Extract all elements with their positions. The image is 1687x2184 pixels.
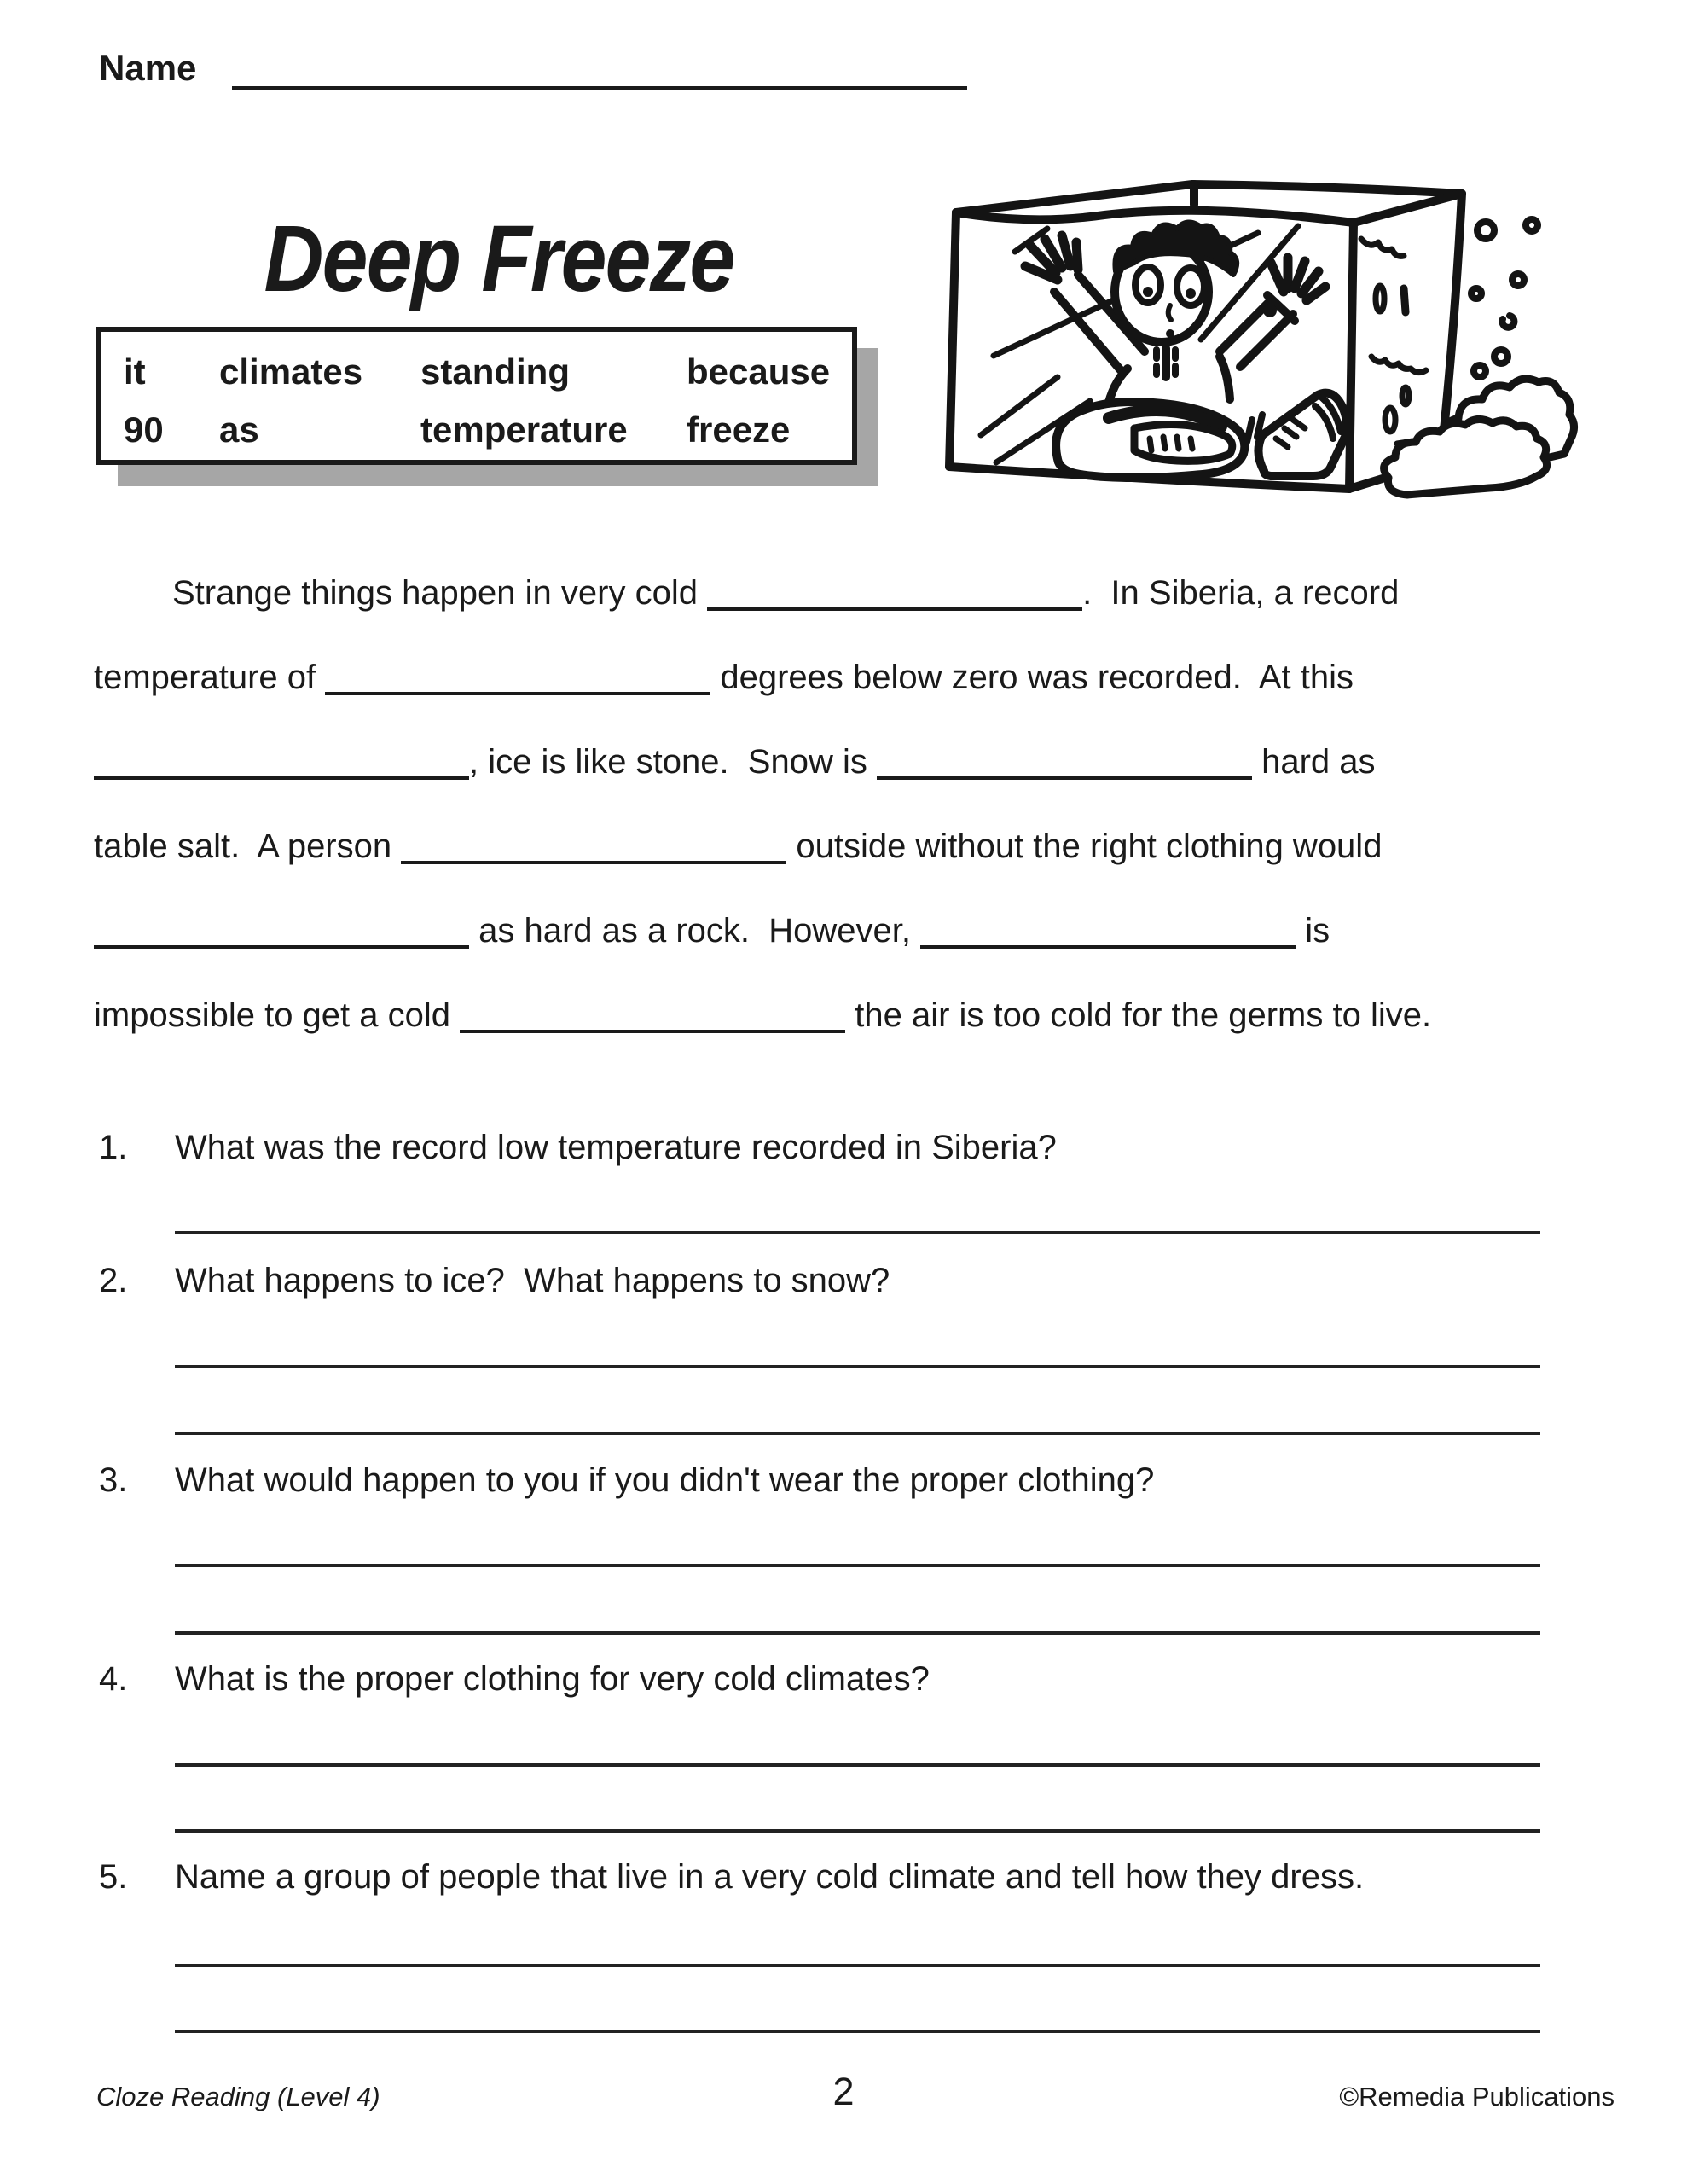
passage-line bbox=[94, 973, 1561, 1058]
passage-line bbox=[94, 720, 1561, 804]
passage-text: as hard as a rock. However, bbox=[469, 912, 921, 950]
passage-text: temperature of bbox=[94, 659, 326, 696]
question-number: 1. bbox=[99, 1129, 128, 1166]
wordbank-word: freeze bbox=[687, 410, 791, 450]
passage-text: , ice is like stone. Snow is bbox=[469, 743, 877, 781]
question-text: What happens to ice? What happens to snow? bbox=[175, 1262, 890, 1299]
question-number: 3. bbox=[99, 1461, 128, 1499]
passage-text: table salt. A person bbox=[94, 828, 402, 865]
wordbank-word: as bbox=[219, 410, 259, 450]
passage-line bbox=[94, 551, 1561, 636]
answer-line[interactable] bbox=[175, 1763, 1540, 1767]
passage-text: impossible to get a cold bbox=[94, 996, 461, 1034]
cloze-blank[interactable] bbox=[920, 935, 1296, 949]
passage-text: degrees below zero was recorded. At this bbox=[710, 659, 1354, 696]
wordbank-word: temperature bbox=[420, 410, 628, 450]
name-label: Name bbox=[99, 48, 197, 88]
passage-line bbox=[94, 889, 1561, 973]
question-text: What was the record low temperature recorded in Siberia? bbox=[175, 1129, 1057, 1166]
answer-line[interactable] bbox=[175, 1964, 1540, 1967]
question-number: 5. bbox=[99, 1858, 128, 1896]
answer-line[interactable] bbox=[175, 1365, 1540, 1368]
cloze-blank[interactable] bbox=[325, 682, 710, 695]
answer-line[interactable] bbox=[175, 1829, 1540, 1833]
question-number: 2. bbox=[99, 1262, 128, 1299]
answer-line[interactable] bbox=[175, 1631, 1540, 1635]
cloze-passage bbox=[94, 551, 1561, 1058]
page-title: Deep Freeze bbox=[264, 206, 734, 311]
word-bank bbox=[96, 327, 857, 465]
cloze-blank[interactable] bbox=[94, 935, 469, 949]
wordbank-word: it bbox=[124, 351, 146, 392]
page-number: 2 bbox=[832, 2070, 855, 2113]
question-5 bbox=[99, 1858, 1566, 1896]
passage-text: Strange things happen in very cold bbox=[172, 574, 708, 612]
question-4 bbox=[99, 1660, 1566, 1699]
question-1 bbox=[99, 1129, 1566, 1167]
passage-text: outside without the right clothing would bbox=[786, 828, 1383, 865]
question-number: 4. bbox=[99, 1660, 128, 1698]
answer-line[interactable] bbox=[175, 2030, 1540, 2033]
wordbank-word: because bbox=[687, 351, 831, 392]
passage-line bbox=[94, 636, 1561, 720]
ice-cube-illustration bbox=[930, 154, 1620, 520]
cloze-blank[interactable] bbox=[707, 597, 1082, 611]
question-2 bbox=[99, 1262, 1566, 1300]
answer-line[interactable] bbox=[175, 1231, 1540, 1234]
passage-text: . In Siberia, a record bbox=[1082, 574, 1400, 612]
question-text: Name a group of people that live in a very cold climate and tell how they dress. bbox=[175, 1858, 1365, 1896]
wordbank-word: climates bbox=[219, 351, 363, 392]
passage-text: is bbox=[1296, 912, 1330, 950]
passage-text: the air is too cold for the germs to live. bbox=[845, 996, 1432, 1034]
answer-line[interactable] bbox=[175, 1564, 1540, 1567]
question-3 bbox=[99, 1461, 1566, 1500]
cloze-blank[interactable] bbox=[460, 1019, 845, 1033]
footer-publisher: ©Remedia Publications bbox=[1339, 2082, 1615, 2111]
passage-line bbox=[94, 804, 1561, 889]
footer-series-title: Cloze Reading (Level 4) bbox=[96, 2082, 380, 2111]
wordbank-word: standing bbox=[420, 351, 570, 392]
wordbank-word: 90 bbox=[124, 410, 164, 450]
passage-text: hard as bbox=[1251, 743, 1376, 781]
cloze-blank[interactable] bbox=[401, 851, 786, 864]
name-fill-line[interactable] bbox=[232, 86, 967, 90]
cloze-blank[interactable] bbox=[877, 766, 1252, 780]
cloze-blank[interactable] bbox=[94, 766, 469, 780]
question-text: What is the proper clothing for very cold climates? bbox=[175, 1660, 930, 1698]
question-text: What would happen to you if you didn't wear the proper clothing? bbox=[175, 1461, 1155, 1499]
answer-line[interactable] bbox=[175, 1432, 1540, 1435]
